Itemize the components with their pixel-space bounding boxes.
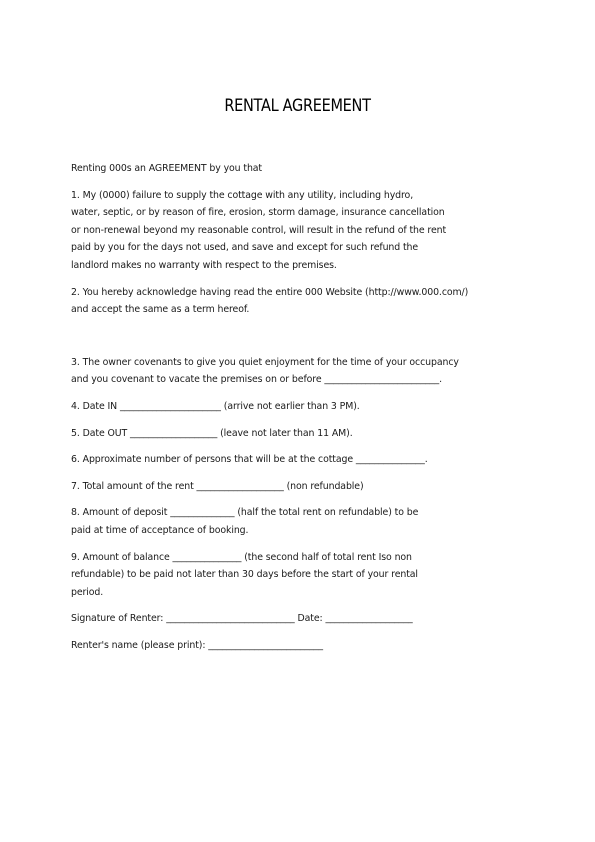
clause-line: 2. You hereby acknowledge having read the entire 000 Website (http://www.000.com/) [71,286,469,298]
clause-line: refundable) to be paid not later than 30 days before the start of your rental [71,569,418,581]
clause-8 [71,504,527,539]
clause-3 [71,354,527,389]
clause-line: and you covenant to vacate the premises on or before _________________________. [71,374,442,386]
intro-line: Renting 000s an AGREEMENT by you that [71,163,263,174]
renter-name-line: Renter's name (please print): _________________________ [71,639,323,651]
clause-9 [71,549,527,602]
clause-line: paid by you for the days not used, and save and except for such refund the [71,242,419,254]
clause-line: 8. Amount of deposit ______________ (half the total rent on refundable) to be [71,507,419,519]
clause-line: landlord makes no warranty with respect to the premises. [71,259,337,271]
clause-line: period. [71,586,104,598]
clause-2 [71,284,527,319]
clause-line: 9. Amount of balance _______________ (the second half of total rent Iso non [71,551,412,563]
clause-7: 7. Total amount of the rent ___________________ (non refundable) [71,480,364,492]
clause-line: 3. The owner covenants to give you quiet enjoyment for the time of your occupancy [71,356,459,368]
clause-5: 5. Date OUT ___________________ (leave not later than 11 AM). [71,427,353,439]
clause-line: paid at time of acceptance of booking. [71,524,249,536]
document-body [71,160,527,654]
signature-line: Signature of Renter: ____________________________ Date: ___________________ [71,613,413,625]
clause-line: and accept the same as a term hereof. [71,304,250,316]
clause-line: water, septic, or by reason of fire, erosion, storm damage, insurance cancellation [71,207,445,219]
clause-1 [71,187,527,275]
clause-line: or non-renewal beyond my reasonable control, will result in the refund of the rent [71,224,447,236]
clause-6: 6. Approximate number of persons that will be at the cottage _______________. [71,454,428,466]
clause-4: 4. Date IN ______________________ (arrive not earlier than 3 PM). [71,400,360,412]
clause-line: 1. My (0000) failure to supply the cottage with any utility, including hydro, [71,189,414,201]
document-title: RENTAL AGREEMENT [224,97,371,116]
